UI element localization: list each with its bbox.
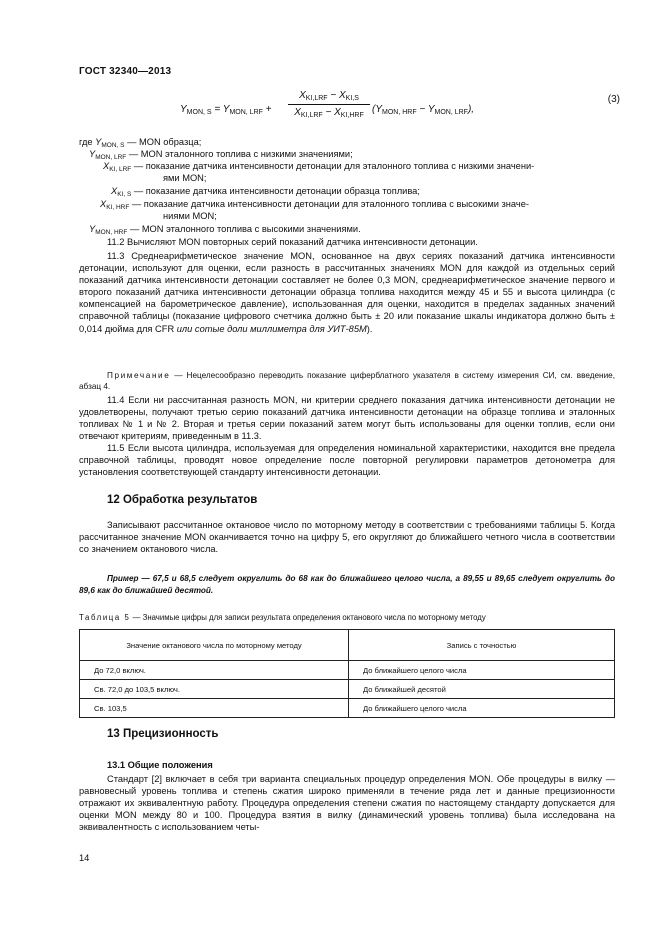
table-cell: Св. 72,0 до 103,5 включ. xyxy=(80,680,349,699)
definition-item: $X_{KI, S}$ — показание датчика интенсивности детонации образца топлива; xyxy=(111,186,420,198)
definition-item: $X_{KI, LRF}$ — показание датчика интенсивности детонации для эталонного топлива с низкими значени- xyxy=(103,161,535,173)
document-header: ГОСТ 32340—2013 xyxy=(79,66,172,77)
fraction-numerator: $X_{KI,LRF} - X_{KI,S}$ xyxy=(288,90,370,105)
table-cell: Св. 103,5 xyxy=(80,699,349,718)
definition-continuation: ями MON; xyxy=(163,173,207,183)
paragraph-12: Записывают рассчитанное октановое число по моторному методу в соответствии с требованиями таблицы 5. Когда рассчитанное значение MON оканчивается точно на цифру 5, его округляют до ближайшего четного числа в соответствии со значением октанового числа. xyxy=(79,520,615,555)
paragraph-11-2: 11.2 Вычисляют MON повторных серий показаний датчика интенсивности детонации. xyxy=(107,237,478,247)
fraction-denominator: $X_{KI,LRF} - X_{KI,HRF}$ xyxy=(294,107,364,119)
section-13-heading: 13 Прецизионность xyxy=(107,728,219,740)
table-5 xyxy=(79,629,615,718)
example: Пример — 67,5 и 68,5 следует округлить до 68 как до ближайшего целого числа, а 89,55 и 89,65 следует округлить до 89,6 как до ближайшей десятой. xyxy=(79,574,615,595)
table-row xyxy=(80,699,615,718)
table-cell: До 72,0 включ. xyxy=(80,661,349,680)
formula-fraction xyxy=(288,90,370,119)
table-header-cell: Запись с точностью xyxy=(349,630,615,661)
definition-item: $Y_{MON, HRF}$ — MON эталонного топлива с высокими значениями. xyxy=(89,224,361,236)
definition-item: $X_{KI, HRF}$ — показание датчика интенсивности детонации для эталонного топлива с высокими значе- xyxy=(100,199,529,211)
table-cell: До ближайшего целого числа xyxy=(349,661,615,680)
table-header-cell: Значение октанового числа по моторному методу xyxy=(80,630,349,661)
paragraph-11-3: 11.3 Среднеарифметическое значение MON, основанное на двух сериях показаний датчика интенсивности детонации, используют для оценки, если разность в рассчитанных значениях MON для каждой из отдельных серий показаний датчика интенсивности детонации составляет не более 0,3 MON, среднеарифметическое значение первого и второго показаний датчика интенсивности детонации образца топлива находится между 45 и 55 и высота цилиндра (с компенсацией на барометрическое давление), использованная для оценки, находится в пределах заданных значений справочной таблицы (показание цифрового счетчика должно быть ± 20 или показание шкалы индикатора должно быть ± 0,014 дюйма для CFR или сотые доли миллиметра для УИТ-85М). xyxy=(79,251,615,334)
paragraph-11-5: 11.5 Если высота цилиндра, используемая для определения номинальной характеристики, находится вне предела справочной таблицы, проводят новое определение после повторной регулировки параметров детонометра для установления соответствующей стандарту интенсивности детонации. xyxy=(79,443,615,478)
paragraph-11-4: 11.4 Если ни рассчитанная разность MON, ни критерии среднего показания датчика интенсивности детонации не удовлетворены, получают третью серию показаний датчика интенсивности детонации на образце топлива и эталонных топливах № 1 и № 2. Вторая и третья серии показаний затем могут быть использованы для оценки топлив, если они отвечают критериям, приведенным в 11.3. xyxy=(79,395,615,442)
table-header-row xyxy=(80,630,615,661)
table-row xyxy=(80,661,615,680)
table-cell: До ближайшего целого числа xyxy=(349,699,615,718)
paragraph-13-1: Стандарт [2] включает в себя три варианта специальных процедур определения MON. Обе процедуры в вилку — равновесный уровень топлива и степень сжатия широко применяли в течение ряда лет и данные прецизионности отражают их эквивалентную работу. Процедура определения степени сжатия по настоящему стандарту допускается для оценки MON между 80 и 100. Процедура взятия в вилку (динамический уровень топлива) была исследована на эквивалентность с использованием четы- xyxy=(79,774,615,833)
formula-number: (3) xyxy=(607,94,620,105)
table-row xyxy=(80,680,615,699)
section-13-1-heading: 13.1 Общие положения xyxy=(107,760,213,770)
formula-3 xyxy=(180,90,620,136)
section-12-heading: 12 Обработка результатов xyxy=(107,494,258,506)
note: Примечание — Нецелесообразно переводить показание циферблатного указателя в систему измерения СИ, см. введение, абзац 4. xyxy=(79,371,615,391)
table-caption: Таблица 5 — Значимые цифры для записи результата определения октанового числа по моторному методу xyxy=(79,613,486,622)
where-line: где $Y_{MON, S}$ — MON образца; xyxy=(79,137,202,149)
page-number: 14 xyxy=(79,853,90,863)
formula-lhs: $Y_{MON, S} = Y_{MON, LRF}$ + xyxy=(180,104,272,116)
definition-continuation: ниями MON; xyxy=(163,211,217,221)
table-cell: До ближайшей десятой xyxy=(349,680,615,699)
formula-rhs: $(Y_{MON, HRF} - Y_{MON, LRF})$, xyxy=(372,104,475,116)
definition-item: $Y_{MON, LRF}$ — MON эталонного топлива с низкими значениями; xyxy=(89,149,353,161)
